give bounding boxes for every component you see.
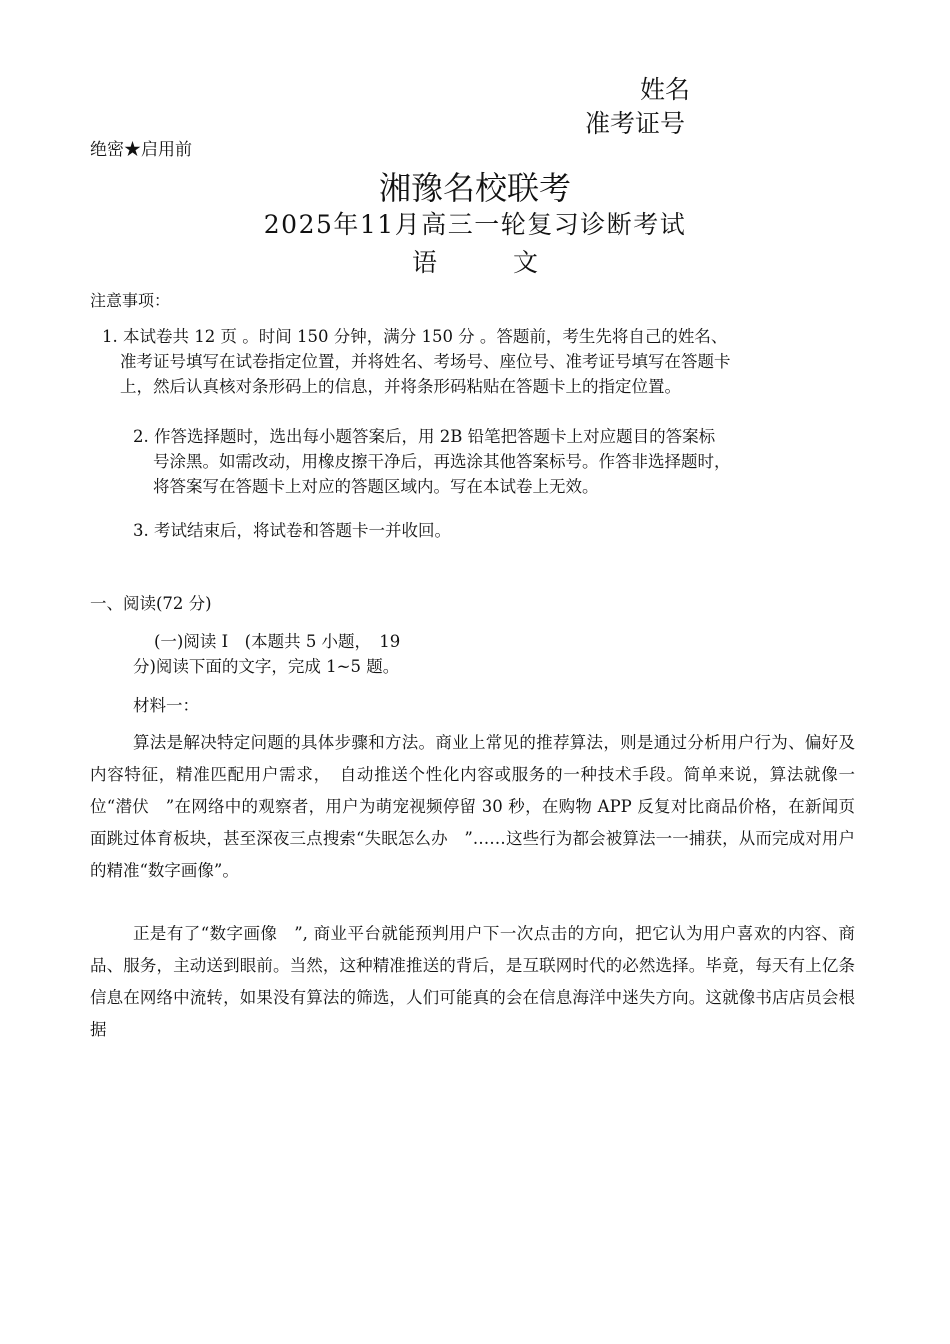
notice-item-3: 3. 考试结束后，将试卷和答题卡一并收回。 [133,521,451,540]
notice-item-1-line-1: 1. 本试卷共 12 页 。时间 150 分钟，满分 150 分 。答题前，考生先将自己的姓名、 [102,327,728,346]
section-heading: 一、阅读(72 分) [90,594,212,613]
subject-char-1: 语 [411,248,437,277]
subject-char-2: 文 [513,248,539,277]
notice-item-1 [102,324,862,399]
exam-title: 2025年11月高三一轮复习诊断考试 [263,210,687,239]
subsection-heading-line-2: 分)阅读下面的文字，完成 1~5 题。 [133,657,400,676]
notice-item-1-line-3: 上，然后认真核对条形码上的信息，并将条形码粘贴在答题卡上的指定位置。 [120,377,681,396]
subject-title [0,243,950,279]
candidate-name-label: 姓名 [640,75,691,104]
passage-paragraph-1: 算法是解决特定问题的具体步骤和方法。商业上常见的推荐算法，则是通过分析用户行为、偏好及内容特征，精准匹配用户需求， 自动推送个性化内容或服务的一种技术手段。简单来说，算法就像一位“潜伏 ”在网络中的观察者，用户为萌宠视频停留 30 秒，在购物 APP 反复对比商品价格，在新闻页面跳过体育板块，甚至深夜三点搜索“失眠怎么办 ”……这些行为都会被算法一一捕获，从而完成对用户的精准“数字画像”。 [90,733,855,880]
exam-organizer-title: 湘豫名校联考 [378,169,571,207]
passage-paragraph-2: 正是有了“数字画像 ”, 商业平台就能预判用户下一次点击的方向，把它认为用户喜欢的内容、商品、服务，主动送到眼前。当然，这种精准推送的背后，是互联网时代的必然选择。毕竟，每天有上亿条信息在网络中流转，如果没有算法的筛选，人们可能真的会在信息海洋中迷失方向。这就像书店店员会根据 [90,924,855,1039]
notice-item-2-line-2: 号涂黑。如需改动，用橡皮擦干净后，再选涂其他答案标号。作答非选择题时， [153,452,731,471]
notice-heading: 注意事项： [90,291,171,310]
notice-item-2-line-1: 2. 作答选择题时，选出每小题答案后，用 2B 铅笔把答题卡上对应题目的答案标 [133,427,716,446]
exam-id-label: 准考证号 [585,109,686,138]
notice-item-2 [133,424,853,499]
notice-item-2-line-3: 将答案写在答题卡上对应的答题区域内。写在本试卷上无效。 [153,477,599,496]
subsection-heading-line-1: (一)阅读 I (本题共 5 小题， 19 [154,632,401,651]
material-label: 材料一： [133,696,199,715]
notice-item-1-line-2: 准考证号填写在试卷指定位置，并将姓名、考场号、座位号、准考证号填写在答题卡 [120,352,731,371]
confidential-mark: 绝密★启用前 [90,140,192,160]
